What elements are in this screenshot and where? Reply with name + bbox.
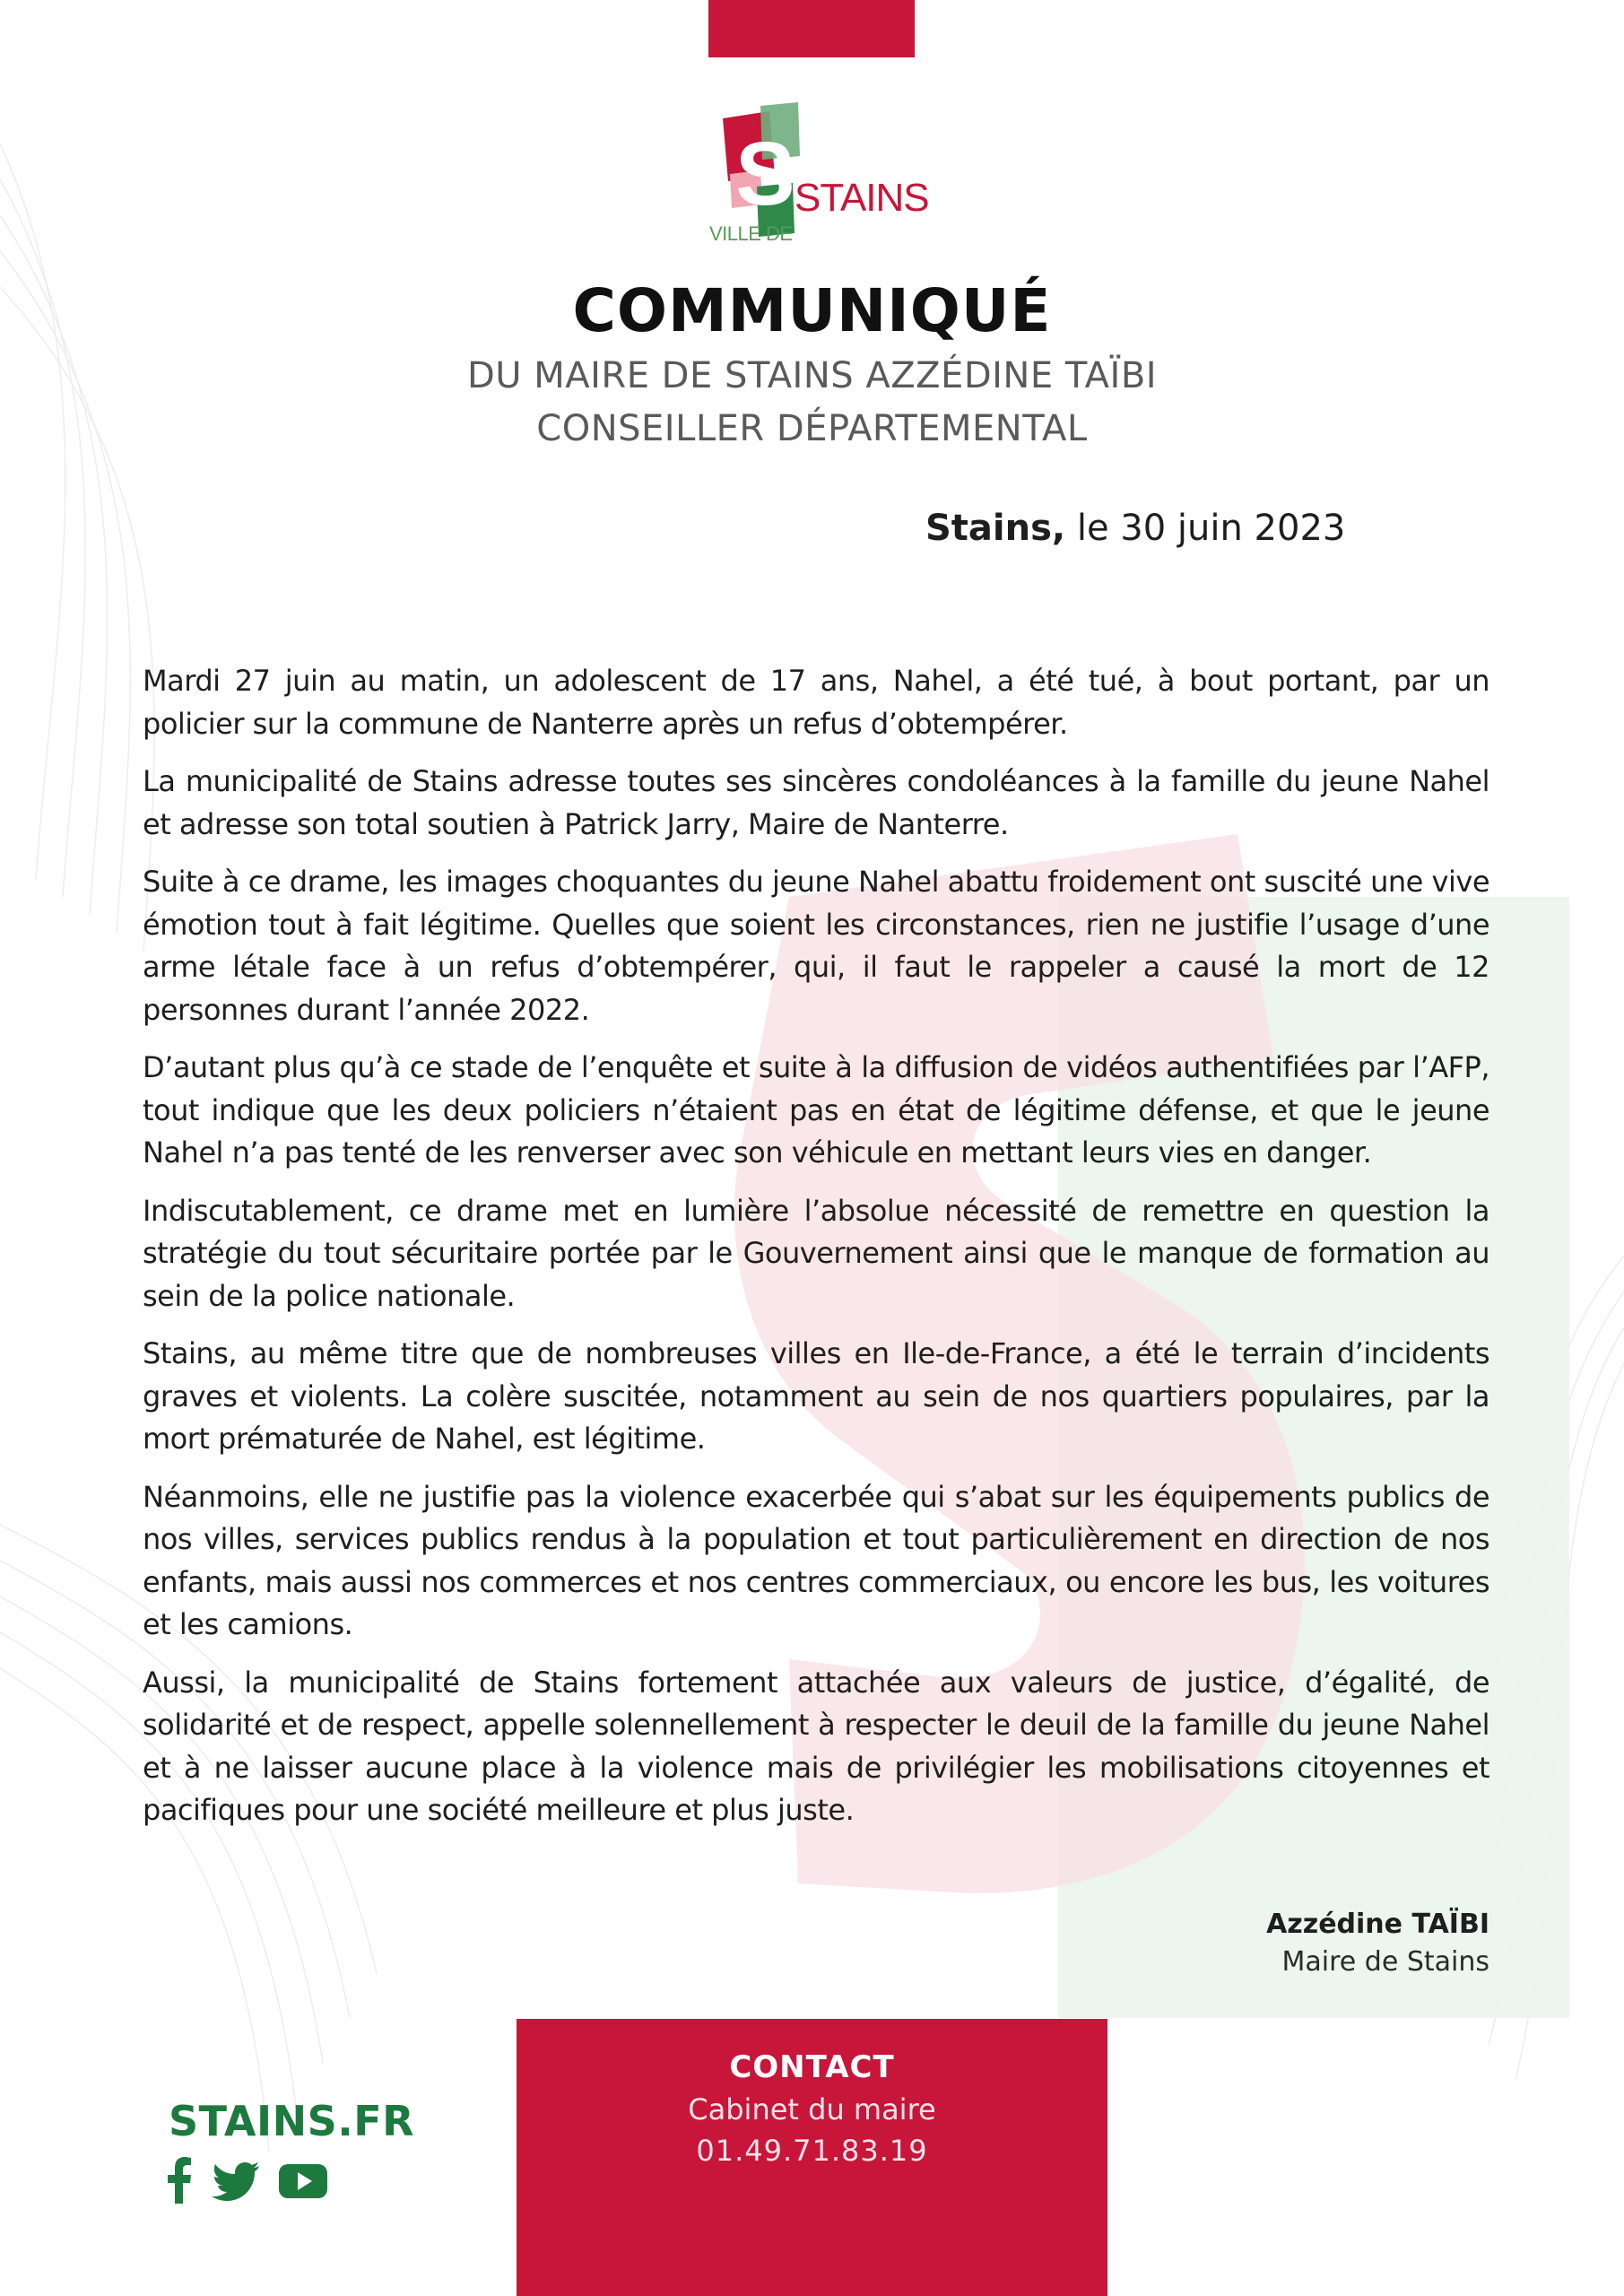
contact-title: CONTACT <box>729 2049 895 2085</box>
date-text: le 30 juin 2023 <box>1076 508 1346 549</box>
body-paragraph-7: Néanmoins, elle ne justifie pas la violence exacerbée qui s’abat sur les équipements publics de nos villes, services publics rendus à la population et tout particulièrement en direction de nos enfants, mais aussi nos commerces et nos centres commerciaux, ou encore les bus, les voitures et les camions. <box>143 1479 1489 1641</box>
subtitle-line-1: DU MAIRE DE STAINS AZZÉDINE TAÏBI <box>466 355 1158 396</box>
communique-body <box>143 660 1489 1848</box>
top-accent-bar <box>708 0 915 57</box>
body-paragraph-6: Stains, au même titre que de nombreuses villes en Ile-de-France, a été le terrain d’incidents graves et violents. La colère suscitée, notamment au sein de nos quartiers populaires, par la mort prématurée de Nahel, est légitime. <box>143 1336 1489 1456</box>
signature-name: Azzédine TAÏBI <box>1266 1909 1489 1940</box>
svg-text:S: S <box>735 124 795 224</box>
body-paragraph-2: La municipalité de Stains adresse toutes ses sincères condoléances à la famille du jeune Nahel et adresse son total soutien à Patrick Jarry, Maire de Nanterre. <box>143 764 1489 841</box>
date-place: Stains, <box>925 508 1066 549</box>
website-link[interactable]: STAINS.FR <box>169 2097 415 2145</box>
body-paragraph-5: Indiscutablement, ce drame met en lumière l’absolue nécessité de remettre en question la stratégie du tout sécuritaire portée par le Gouvernement ainsi que le manque de formation au sein de la police nationale. <box>143 1193 1489 1313</box>
contact-box <box>517 2019 1107 2296</box>
signature-role: Maire de Stains <box>1281 1946 1489 1978</box>
contact-phone[interactable]: 01.49.71.83.19 <box>696 2134 928 2168</box>
logo-prefix: VILLE DE <box>709 222 793 245</box>
youtube-icon[interactable] <box>278 2157 328 2204</box>
facebook-icon[interactable] <box>167 2157 192 2204</box>
subtitle-line-2: CONSEILLER DÉPARTEMENTAL <box>536 408 1088 449</box>
date-line <box>925 508 1345 549</box>
body-paragraph-8: Aussi, la municipalité de Stains fortement attachée aux valeurs de justice, d’égalité, de solidarité et de respect, appelle solennellement à respecter le deuil de la famille du jeune Nahel et à ne laisser aucune place à la violence mais de privilégier les mobilisations citoyennes et pacifiques pour une société meilleure et plus juste. <box>143 1665 1489 1827</box>
twitter-icon[interactable] <box>212 2157 260 2204</box>
body-paragraph-4: D’autant plus qu’à ce stade de l’enquête et suite à la diffusion de vidéos authentifiées par l’AFP, tout indique que les deux policiers n’étaient pas en état de légitime défense, et que le jeune Nahel n’a pas tenté de les renverser avec son véhicule en mettant leurs vies en danger. <box>143 1050 1489 1170</box>
body-paragraph-1: Mardi 27 juin au matin, un adolescent de 17 ans, Nahel, a été tué, à bout portant, par un policier sur la commune de Nanterre après un refus d’obtempérer. <box>143 664 1489 741</box>
contact-subtitle: Cabinet du maire <box>688 2092 936 2126</box>
logo-wordmark: STAINS <box>795 176 929 220</box>
page-title: COMMUNIQUÉ <box>572 276 1052 345</box>
body-paragraph-3: Suite à ce drame, les images choquantes du jeune Nahel abattu froidement ont suscité une vive émotion tout à fait légitime. Quelles que soient les circonstances, rien ne justifie l’usage d’une arme létale face à un refus d’obtempérer, qui, il faut le rappeler a causé la mort de 12 personnes durant l’année 2022. <box>143 865 1489 1027</box>
